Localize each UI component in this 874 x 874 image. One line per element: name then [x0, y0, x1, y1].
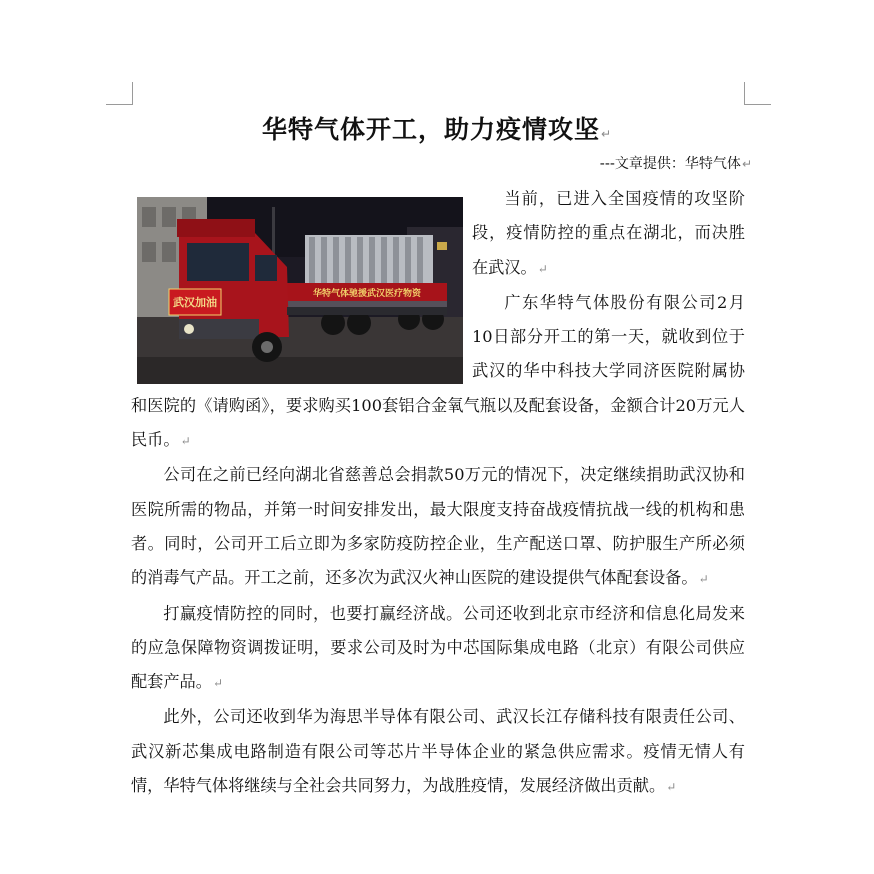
paragraph-mark-icon: ↵	[600, 127, 613, 141]
body-paragraph	[131, 597, 745, 701]
paragraph-text: 当前，已进入全国疫情的攻坚阶段，疫情防控的重点在湖北，而决胜在武汉。	[472, 189, 745, 277]
paragraph-mark-icon: ↵	[537, 261, 548, 276]
paragraph-mark-icon: ↵	[698, 572, 709, 587]
paragraph-mark-icon: ↵	[212, 676, 223, 691]
paragraph-text: 打赢疫情防控的同时，也要打赢经济战。公司还收到北京市经济和信息化局发来的应急保障物资调拨证明，要求公司及时为中芯国际集成电路（北京）有限公司供应配套产品。	[131, 603, 745, 692]
article-credit	[600, 153, 752, 173]
paragraph-mark-icon: ↵	[666, 780, 677, 795]
article-body	[131, 182, 745, 804]
paragraph-text: 此外，公司还收到华为海思半导体有限公司、武汉长江存储科技有限责任公司、武汉新芯集成电路制造有限公司等芯片半导体企业的紧急供应需求。疫情无情人有情，华特气体将继续与全社会共同努力，为战胜疫情，发展经济做出贡献。	[131, 707, 745, 796]
photo-wrap-space	[131, 182, 472, 386]
truck-banner: 华特气体驰援武汉医疗物资	[312, 289, 422, 299]
body-paragraph	[131, 700, 745, 804]
margin-corner-top-right	[744, 82, 771, 105]
body-paragraph	[131, 458, 745, 596]
truck-side-sign: 武汉加油	[173, 296, 217, 309]
paragraph-mark-icon: ↵	[180, 434, 191, 449]
margin-corner-top-left	[106, 82, 133, 105]
paragraph-text: 公司在之前已经向湖北省慈善总会捐款50万元的情况下，决定继续捐助武汉协和医院所需的物品，并第一时间安排发出，最大限度支持奋战疫情抗战一线的机构和患者。同时，公司开工后立即为多家防疫防控企业，生产配送口罩、防护服生产所必须的消毒气产品。开工之前，还多次为武汉火神山医院的建设提供气体配套设备。	[131, 465, 745, 588]
title-text: 华特气体开工，助力疫情攻坚	[261, 115, 600, 144]
paragraph-text: 广东华特气体股份有限公司2月10日部分开工的第一天，就收到位于武汉的华中科技大学同济医院附属协和医院的《请购函》，要求购买100套铝合金氧气瓶以及配套设备，金额合计20万元人民币。	[131, 292, 745, 450]
paragraph-mark-icon: ↵	[741, 157, 752, 171]
credit-text: ---文章提供：华特气体	[599, 156, 741, 172]
document-title	[0, 110, 874, 146]
